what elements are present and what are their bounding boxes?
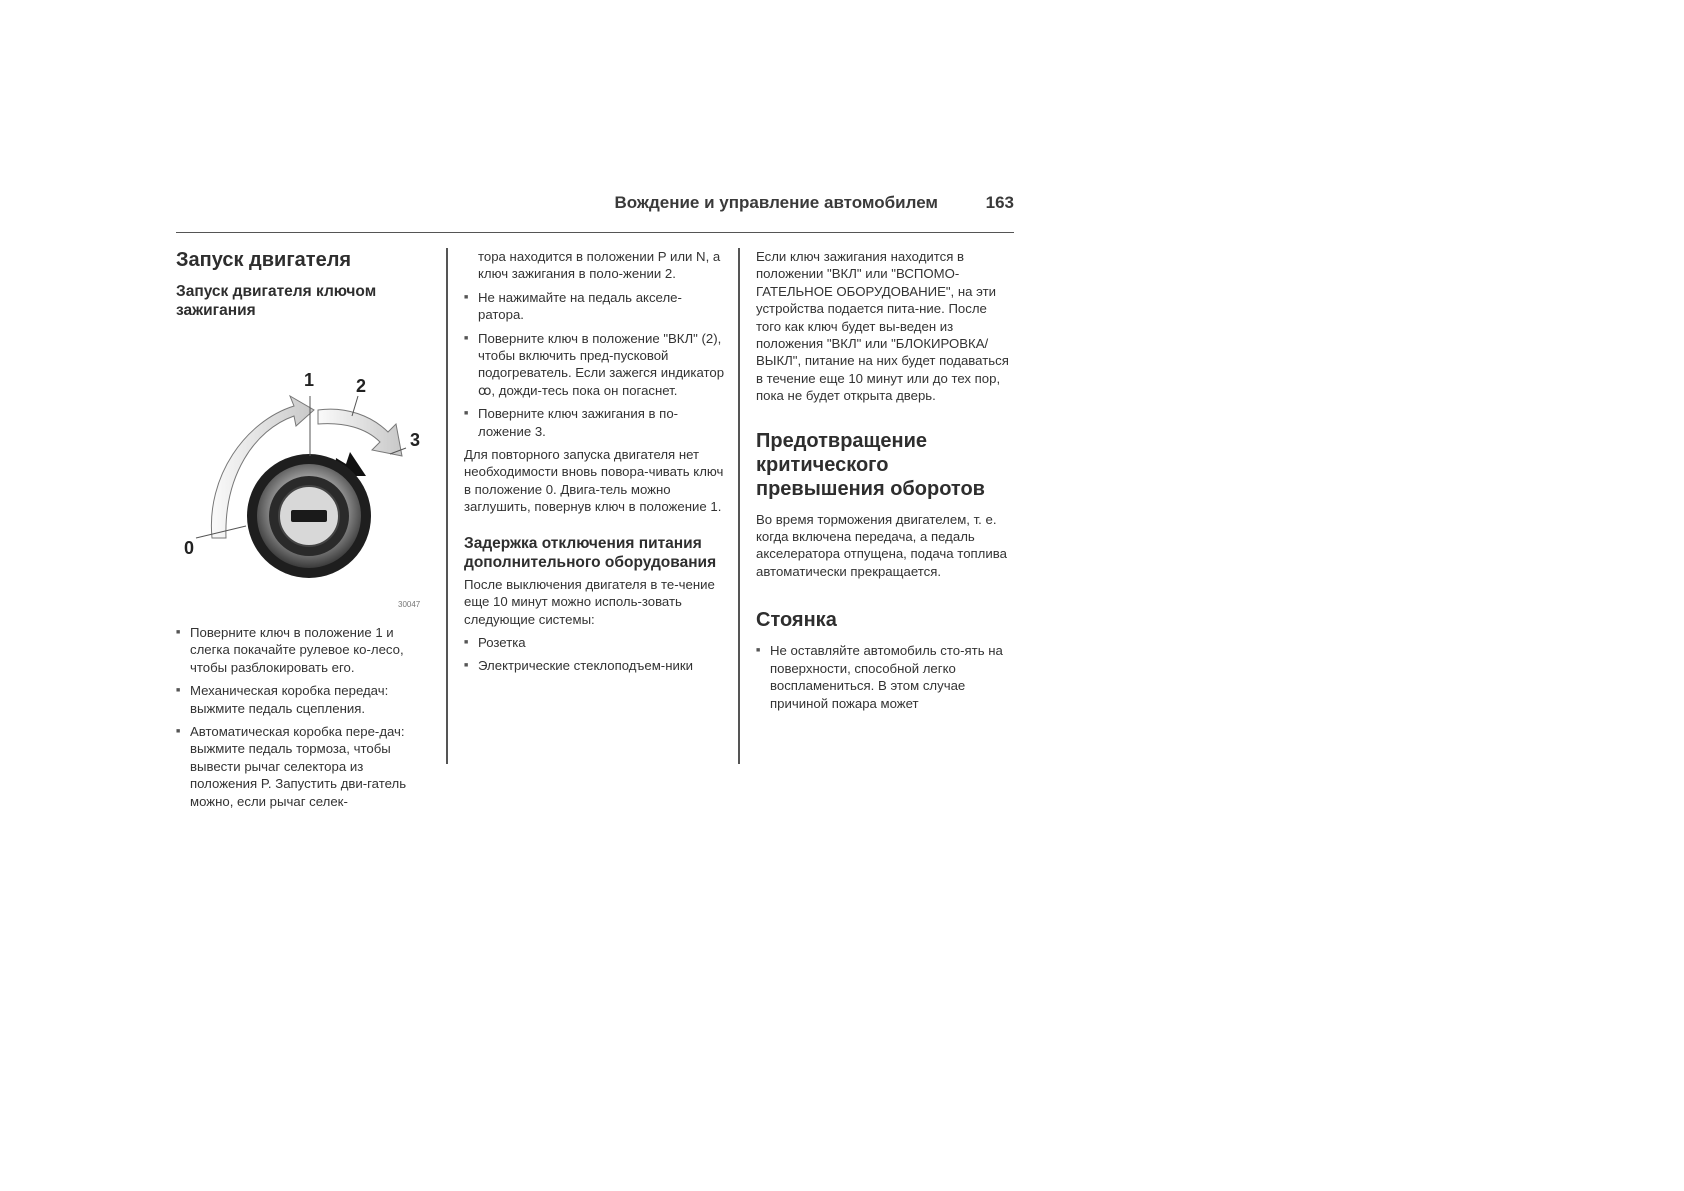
list-item: ■ Поверните ключ зажигания в по-ложение 3. <box>464 405 726 440</box>
position-label-3: 3 <box>410 430 421 450</box>
list-item: ■ Поверните ключ в положение "ВКЛ" (2), чтобы включить пред-пусковой подогреватель. Если зажегся индикатор ꝏ, дожди-тесь пока он погаснет. <box>464 330 726 400</box>
figure-code: 30047 <box>398 600 421 609</box>
position-label-0: 0 <box>184 538 195 558</box>
header-title: Вождение и управление автомобилем <box>614 193 938 212</box>
list-item: ■ Не нажимайте на педаль акселе-ратора. <box>464 289 726 324</box>
section-title-overrev: Предотвращение критического превышения оборотов <box>756 429 985 500</box>
start-steps-list <box>176 624 434 810</box>
power-delay-list <box>464 634 726 675</box>
start-steps-list-cont <box>464 289 726 440</box>
overrev-paragraph: Во время торможения двигателем, т. е. когда включена передача, а педаль акселератора отпущена, подача топлива автоматически прекращается. <box>756 511 1007 579</box>
bullet-continuation: тора находится в положении P или N, а ключ зажигания в поло-жении 2. <box>478 249 721 282</box>
column-2 <box>464 248 726 681</box>
page-header <box>176 191 1014 217</box>
restart-paragraph: Для повторного запуска двигателя нет необходимости вновь повора-чивать ключ в положение 0. Двига-тель можно заглушить, повернув ключ в положение 1. <box>464 447 724 515</box>
parking-list <box>756 642 1014 712</box>
list-item: ■ Поверните ключ в положение 1 и слегка покачайте рулевое ко-лесо, чтобы разблокировать его. <box>176 624 434 676</box>
header-divider <box>176 232 1014 233</box>
column-divider-2 <box>738 248 740 764</box>
list-item: ■ Автоматическая коробка пере-дач: выжмите педаль тормоза, чтобы вывести рычаг селектора из положения P. Запустить дви-гатель можно, если рычаг селек- <box>176 723 434 810</box>
list-item: ■ Механическая коробка передач: выжмите педаль сцепления. <box>176 682 434 717</box>
column-1 <box>176 248 434 816</box>
rotation-arc-1-3 <box>318 409 402 456</box>
position-label-2: 2 <box>356 376 367 396</box>
key-slot <box>291 510 327 522</box>
power-delay-paragraph: После выключения двигателя в те-чение еще 10 минут можно исполь-зовать следующие системы: <box>464 576 715 627</box>
list-item: ■ Не оставляйте автомобиль сто-ять на поверхности, способной легко воспламениться. В этом случае причиной пожара может <box>756 642 1014 712</box>
section-title-parking: Стоянка <box>756 609 837 632</box>
subsection-title-power-delay: Задержка отключения питания дополнительного оборудования <box>464 534 717 571</box>
list-item: ■ Розетка <box>464 634 726 651</box>
ignition-figure <box>176 326 434 616</box>
subsection-title-key-start: Запуск двигателя ключом зажигания <box>176 283 377 319</box>
column-divider-1 <box>446 248 448 764</box>
page-number: 163 <box>985 193 1014 212</box>
list-item: ■ Электрические стеклоподъем-ники <box>464 657 726 674</box>
position-label-1: 1 <box>304 370 315 390</box>
section-title-engine-start: Запуск двигателя <box>176 249 352 271</box>
accessory-power-paragraph: Если ключ зажигания находится в положении "ВКЛ" или "ВСПОМО-ГАТЕЛЬНОЕ ОБОРУДОВАНИЕ", на эти устройства подается пита-ние. После того как ключ будет вы-веден из положения "ВКЛ" или "БЛОКИРОВКА/ВЫКЛ", питание на них будет подаваться в течение еще 10 минут или до тех пор, пока не будет открыта дверь. <box>756 249 1009 404</box>
column-3 <box>756 248 1014 718</box>
